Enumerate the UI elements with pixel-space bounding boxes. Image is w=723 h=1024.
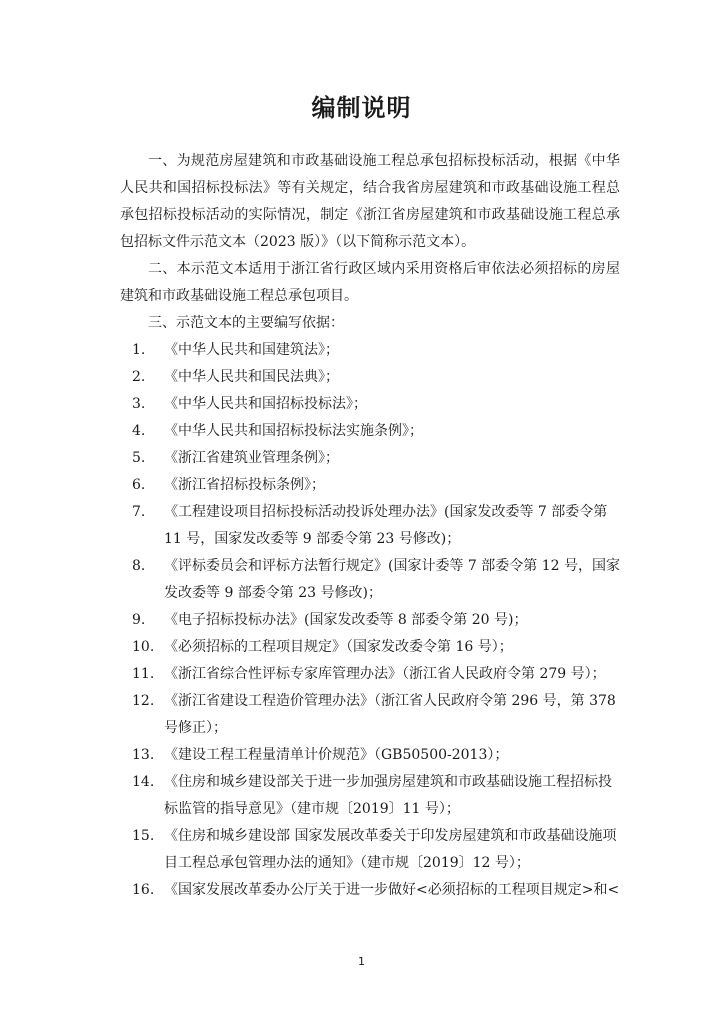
list-item: 5. 《浙江省建筑业管理条例》； [132, 450, 339, 466]
list-item: 2. 《中华人民共和国民法典》； [132, 369, 339, 385]
list-item: 6. 《浙江省招标投标条例》； [132, 477, 325, 493]
list-item: 13. 《建设工程工程量清单计价规范》（GB50500-2013）； [132, 747, 509, 763]
document-body [120, 148, 620, 904]
document-title: 编制说明 [311, 94, 412, 122]
list-item: 3. 《中华人民共和国招标投标法》； [132, 396, 367, 412]
basis-list [120, 337, 620, 904]
paragraph-basis-heading: 三、示范文本的主要编写依据： [148, 315, 344, 331]
paragraph-scope: 二、本示范文本适用于浙江省行政区域内采用资格后审依法必须招标的房屋建筑和市政基础设施工程总承包项目。 [120, 261, 620, 304]
list-item: 1. 《中华人民共和国建筑法》； [132, 342, 339, 358]
list-item: 11. 《浙江省综合性评标专家库管理办法》（浙江省人民政府令第 279 号）； [132, 666, 606, 682]
paragraph-purpose: 一、为规范房屋建筑和市政基础设施工程总承包招标投标活动，根据《中华人民共和国招标投标法》等有关规定，结合我省房屋建筑和市政基础设施工程总承包招标投标活动的实际情况，制定《浙江省房屋建筑和市政基础设施工程总承包招标文件示范文本（2023 版）》（以下简称示范文本）。 [120, 153, 620, 250]
list-item: 15. 《住房和城乡建设部 国家发展改革委关于印发房屋建筑和市政基础设施项目工程总承包管理办法的通知》（建市规〔2019〕12 号）； [132, 828, 617, 871]
list-item: 12. 《浙江省建设工程造价管理办法》（浙江省人民政府令第 296 号，第 378 号修正）； [132, 693, 616, 736]
list-item: 4. 《中华人民共和国招标投标法实施条例》； [132, 423, 423, 439]
list-item: 14. 《住房和城乡建设部关于进一步加强房屋建筑和市政基础设施工程招标投标监管的指导意见》（建市规〔2019〕11 号）； [132, 774, 612, 817]
list-item: 8. 《评标委员会和评标方法暂行规定》(国家计委等 7 部委令第 12 号，国家发改委等 9 部委令第 23 号修改)； [132, 558, 620, 601]
list-item: 9. 《电子招标投标办法》(国家发改委等 8 部委令第 20 号)； [132, 612, 528, 628]
list-item: 10. 《必须招标的工程项目规定》（国家发改委令第 16 号）； [132, 639, 513, 655]
list-item: 16. 《国家发展改革委办公厅关于进一步做好<必须招标的工程项目规定>和< [132, 882, 620, 898]
page-number: 1 [358, 955, 365, 968]
list-item: 7. 《工程建设项目招标投标活动投诉处理办法》(国家发改委等 7 部委令第 11 号，国家发改委等 9 部委令第 23 号修改)； [132, 504, 608, 547]
